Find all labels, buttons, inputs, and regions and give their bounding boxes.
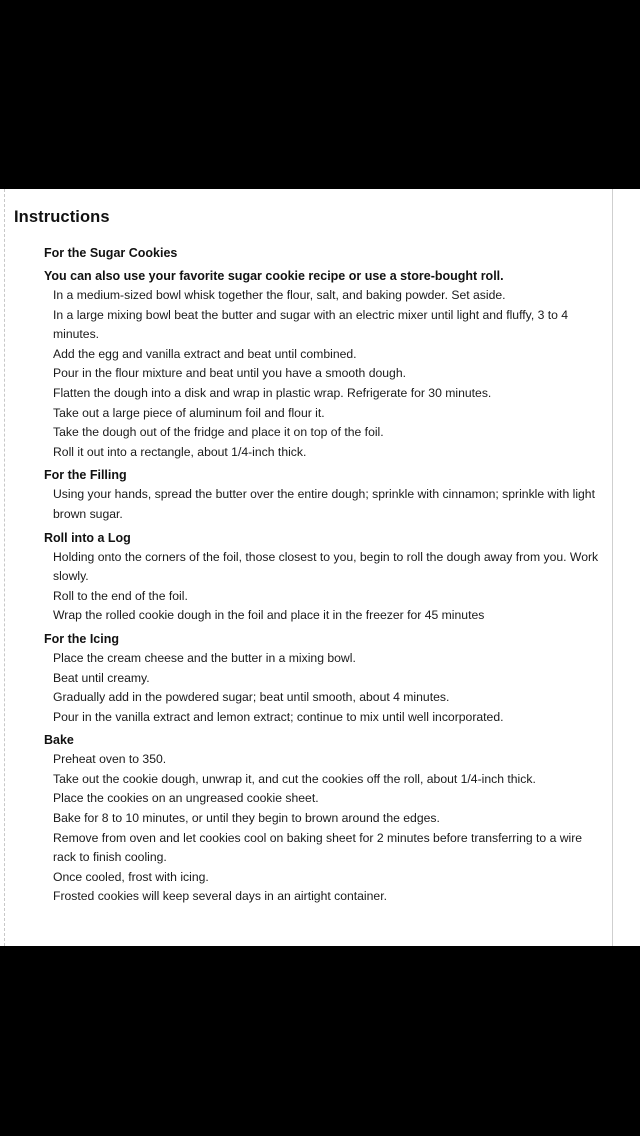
step-item: Wrap the rolled cookie dough in the foil and place it in the freezer for 45 minutes xyxy=(53,608,485,623)
section-title: For the Filling xyxy=(44,468,127,483)
instructions-heading: Instructions xyxy=(14,208,110,226)
step-item: Holding onto the corners of the foil, those closest to you, begin to roll the dough away from you. Work slowly. xyxy=(53,549,599,584)
step-item: Take the dough out of the fridge and place it on top of the foil. xyxy=(53,425,384,440)
steps-list xyxy=(44,750,604,907)
section-title: For the Icing xyxy=(44,631,119,646)
step-item: In a large mixing bowl beat the butter and sugar with an electric mixer until light and fluffy, 3 to 4 minutes. xyxy=(53,307,569,342)
step-item: Using your hands, spread the butter over the entire dough; sprinkle with cinnamon; sprinkle with light brown sugar. xyxy=(53,487,595,521)
step-item: Frosted cookies will keep several days in an airtight container. xyxy=(53,889,387,904)
instructions-document xyxy=(0,189,640,946)
section-note: You can also use your favorite sugar cookie recipe or use a store-bought roll. xyxy=(44,269,504,283)
step-item: Beat until creamy. xyxy=(53,670,150,685)
instructions-content xyxy=(44,243,604,907)
left-margin-rule xyxy=(4,189,5,946)
step-item: Once cooled, frost with icing. xyxy=(53,869,209,884)
step-item: Add the egg and vanilla extract and beat until combined. xyxy=(53,346,357,361)
step-item: Pour in the flour mixture and beat until you have a smooth dough. xyxy=(53,366,406,381)
steps-list xyxy=(44,286,604,462)
step-item: Place the cream cheese and the butter in a mixing bowl. xyxy=(53,650,356,665)
steps-list xyxy=(44,649,604,727)
step-item: Place the cookies on an ungreased cookie sheet. xyxy=(53,791,319,806)
step-item: Flatten the dough into a disk and wrap in plastic wrap. Refrigerate for 30 minutes. xyxy=(53,385,492,400)
step-item: Take out a large piece of aluminum foil and flour it. xyxy=(53,405,325,420)
step-item: Gradually add in the powdered sugar; beat until smooth, about 4 minutes. xyxy=(53,690,450,705)
step-item: Remove from oven and let cookies cool on baking sheet for 2 minutes before transferring to a wire rack to finish cooling. xyxy=(53,830,583,865)
step-item: Take out the cookie dough, unwrap it, and cut the cookies off the roll, about 1/4-inch thick. xyxy=(53,771,536,786)
section-title: For the Sugar Cookies xyxy=(44,246,178,260)
step-item: In a medium-sized bowl whisk together the flour, salt, and baking powder. Set aside. xyxy=(53,288,506,302)
steps-list xyxy=(44,548,604,626)
right-margin-rule xyxy=(612,189,613,946)
section-title: Roll into a Log xyxy=(44,530,131,545)
step-item: Pour in the vanilla extract and lemon extract; continue to mix until well incorporated. xyxy=(53,709,504,724)
step-item: Roll it out into a rectangle, about 1/4-inch thick. xyxy=(53,444,307,459)
step-item: Preheat oven to 350. xyxy=(53,752,167,767)
section-title: Bake xyxy=(44,733,74,748)
step-item: Bake for 8 to 10 minutes, or until they begin to brown around the edges. xyxy=(53,811,440,826)
step-item: Roll to the end of the foil. xyxy=(53,588,188,603)
steps-list xyxy=(44,485,604,524)
